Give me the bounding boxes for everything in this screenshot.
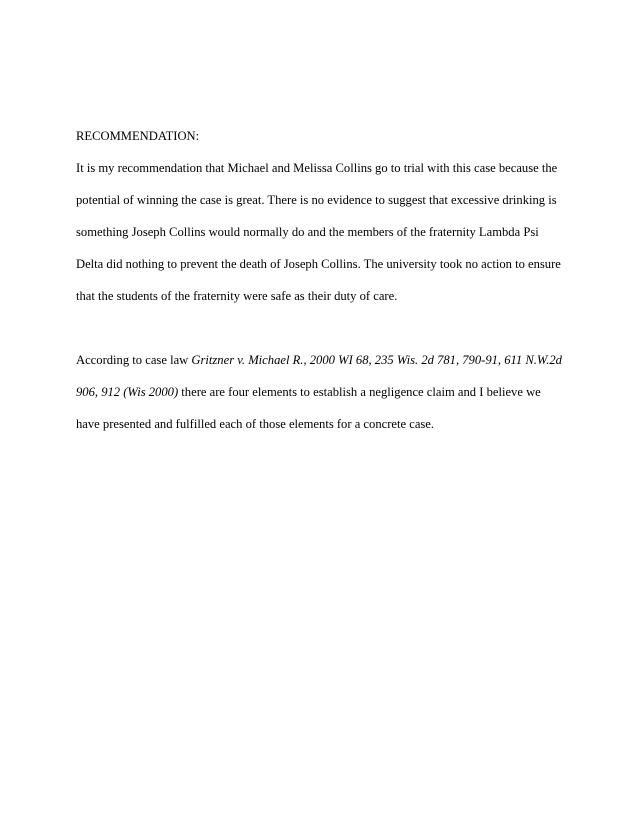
document-body [76,120,576,440]
paragraph-line: potential of winning the case is great. There is no evidence to suggest that excessive drinking is [76,193,557,207]
paragraph-line [76,344,576,376]
case-citation: 906, 912 (Wis 2000) [76,385,179,399]
paragraph-spacer [76,312,576,344]
paragraph-line: have presented and fulfilled each of those elements for a concrete case. [76,417,435,431]
case-law-paragraph [76,344,576,440]
line-text: According to case law [76,353,192,367]
paragraph-line: Delta did nothing to prevent the death of Joseph Collins. The university took no action to ensure [76,257,561,271]
paragraph-line: something Joseph Collins would normally do and the members of the fraternity Lambda Psi [76,225,539,239]
paragraph-line: It is my recommendation that Michael and Melissa Collins go to trial with this case because the [76,161,558,175]
paragraph-line: that the students of the fraternity were safe as their duty of care. [76,289,398,303]
paragraph-line [76,376,576,408]
line-text: there are four elements to establish a negligence claim and I believe we [178,385,541,399]
recommendation-paragraph [76,152,576,312]
section-heading: RECOMMENDATION: [76,129,200,143]
case-citation: Gritzner v. Michael R., 2000 WI 68, 235 Wis. 2d 781, 790-91, 611 N.W.2d [191,353,562,367]
